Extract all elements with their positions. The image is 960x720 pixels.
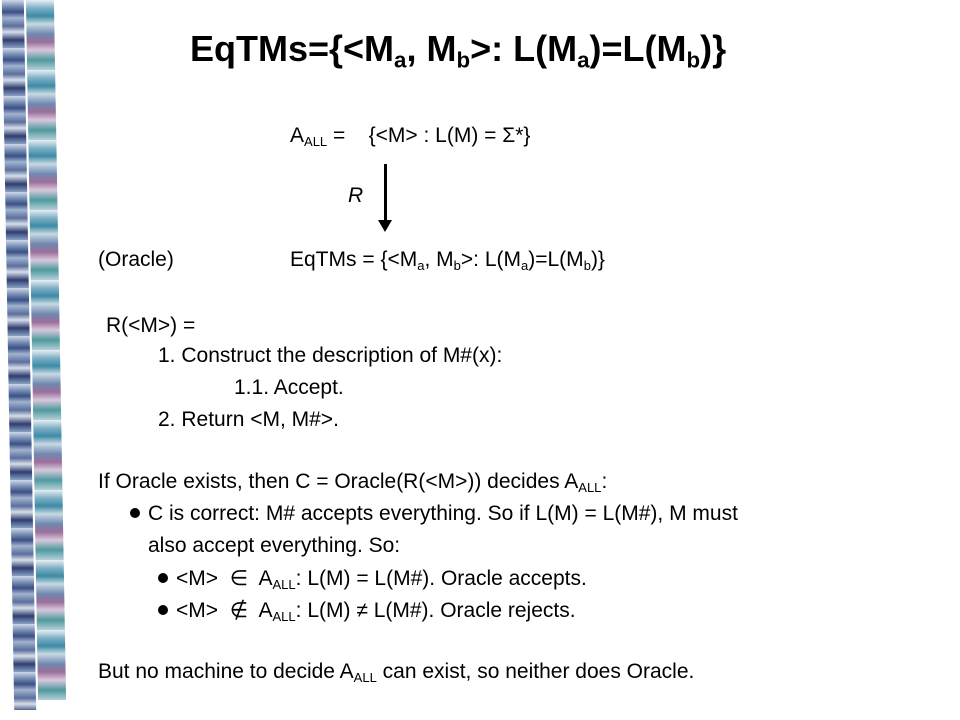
step-2: 2. Return <M, M#>.	[158, 408, 339, 431]
reduction-label: R	[348, 184, 364, 207]
bullet-correctness: C is correct: M# accepts everything. So if L(M) = L(M#), M must	[130, 502, 738, 526]
aall-definition: $A_{ALL}$ = {<M> : L(M) = Σ*}	[290, 124, 531, 149]
oracle-decides-line: If Oracle exists, then C = Oracle(R(<M>)) decides $A_{ALL}$:	[98, 470, 608, 495]
bullet-correctness-cont: also accept everything. So:	[148, 534, 401, 557]
step-1: 1. Construct the description of M#(x):	[158, 344, 503, 367]
arrow-head-icon	[378, 220, 392, 232]
step-1-1: 1.1. Accept.	[234, 376, 344, 399]
reduction-definition: R(<M>) =	[106, 314, 196, 337]
bullet-icon	[130, 508, 140, 518]
oracle-label: (Oracle)	[98, 248, 174, 271]
sub-bullet-notin: <M> ∉ $A_{ALL}$: L(M) ≠ L(M#). Oracle rejects.	[158, 598, 576, 624]
reduction-arrow	[384, 164, 387, 222]
eqtms-definition: EqTMs = {$<M_a$, $M_b>$: $L(M_a)=L(M_b)$}	[290, 248, 605, 273]
sub-bullet-in: <M> ∈ $A_{ALL}$: L(M) = L(M#). Oracle accepts.	[158, 566, 587, 592]
bullet-icon	[158, 605, 168, 615]
conclusion: But no machine to decide $A_{ALL}$ can exist, so neither does Oracle.	[98, 660, 695, 685]
slide-title: $EqTMs=\{<M_a$, $M_b>$: $L(M_a)=L(M_b)$}	[190, 28, 727, 73]
bullet-icon	[158, 573, 168, 583]
